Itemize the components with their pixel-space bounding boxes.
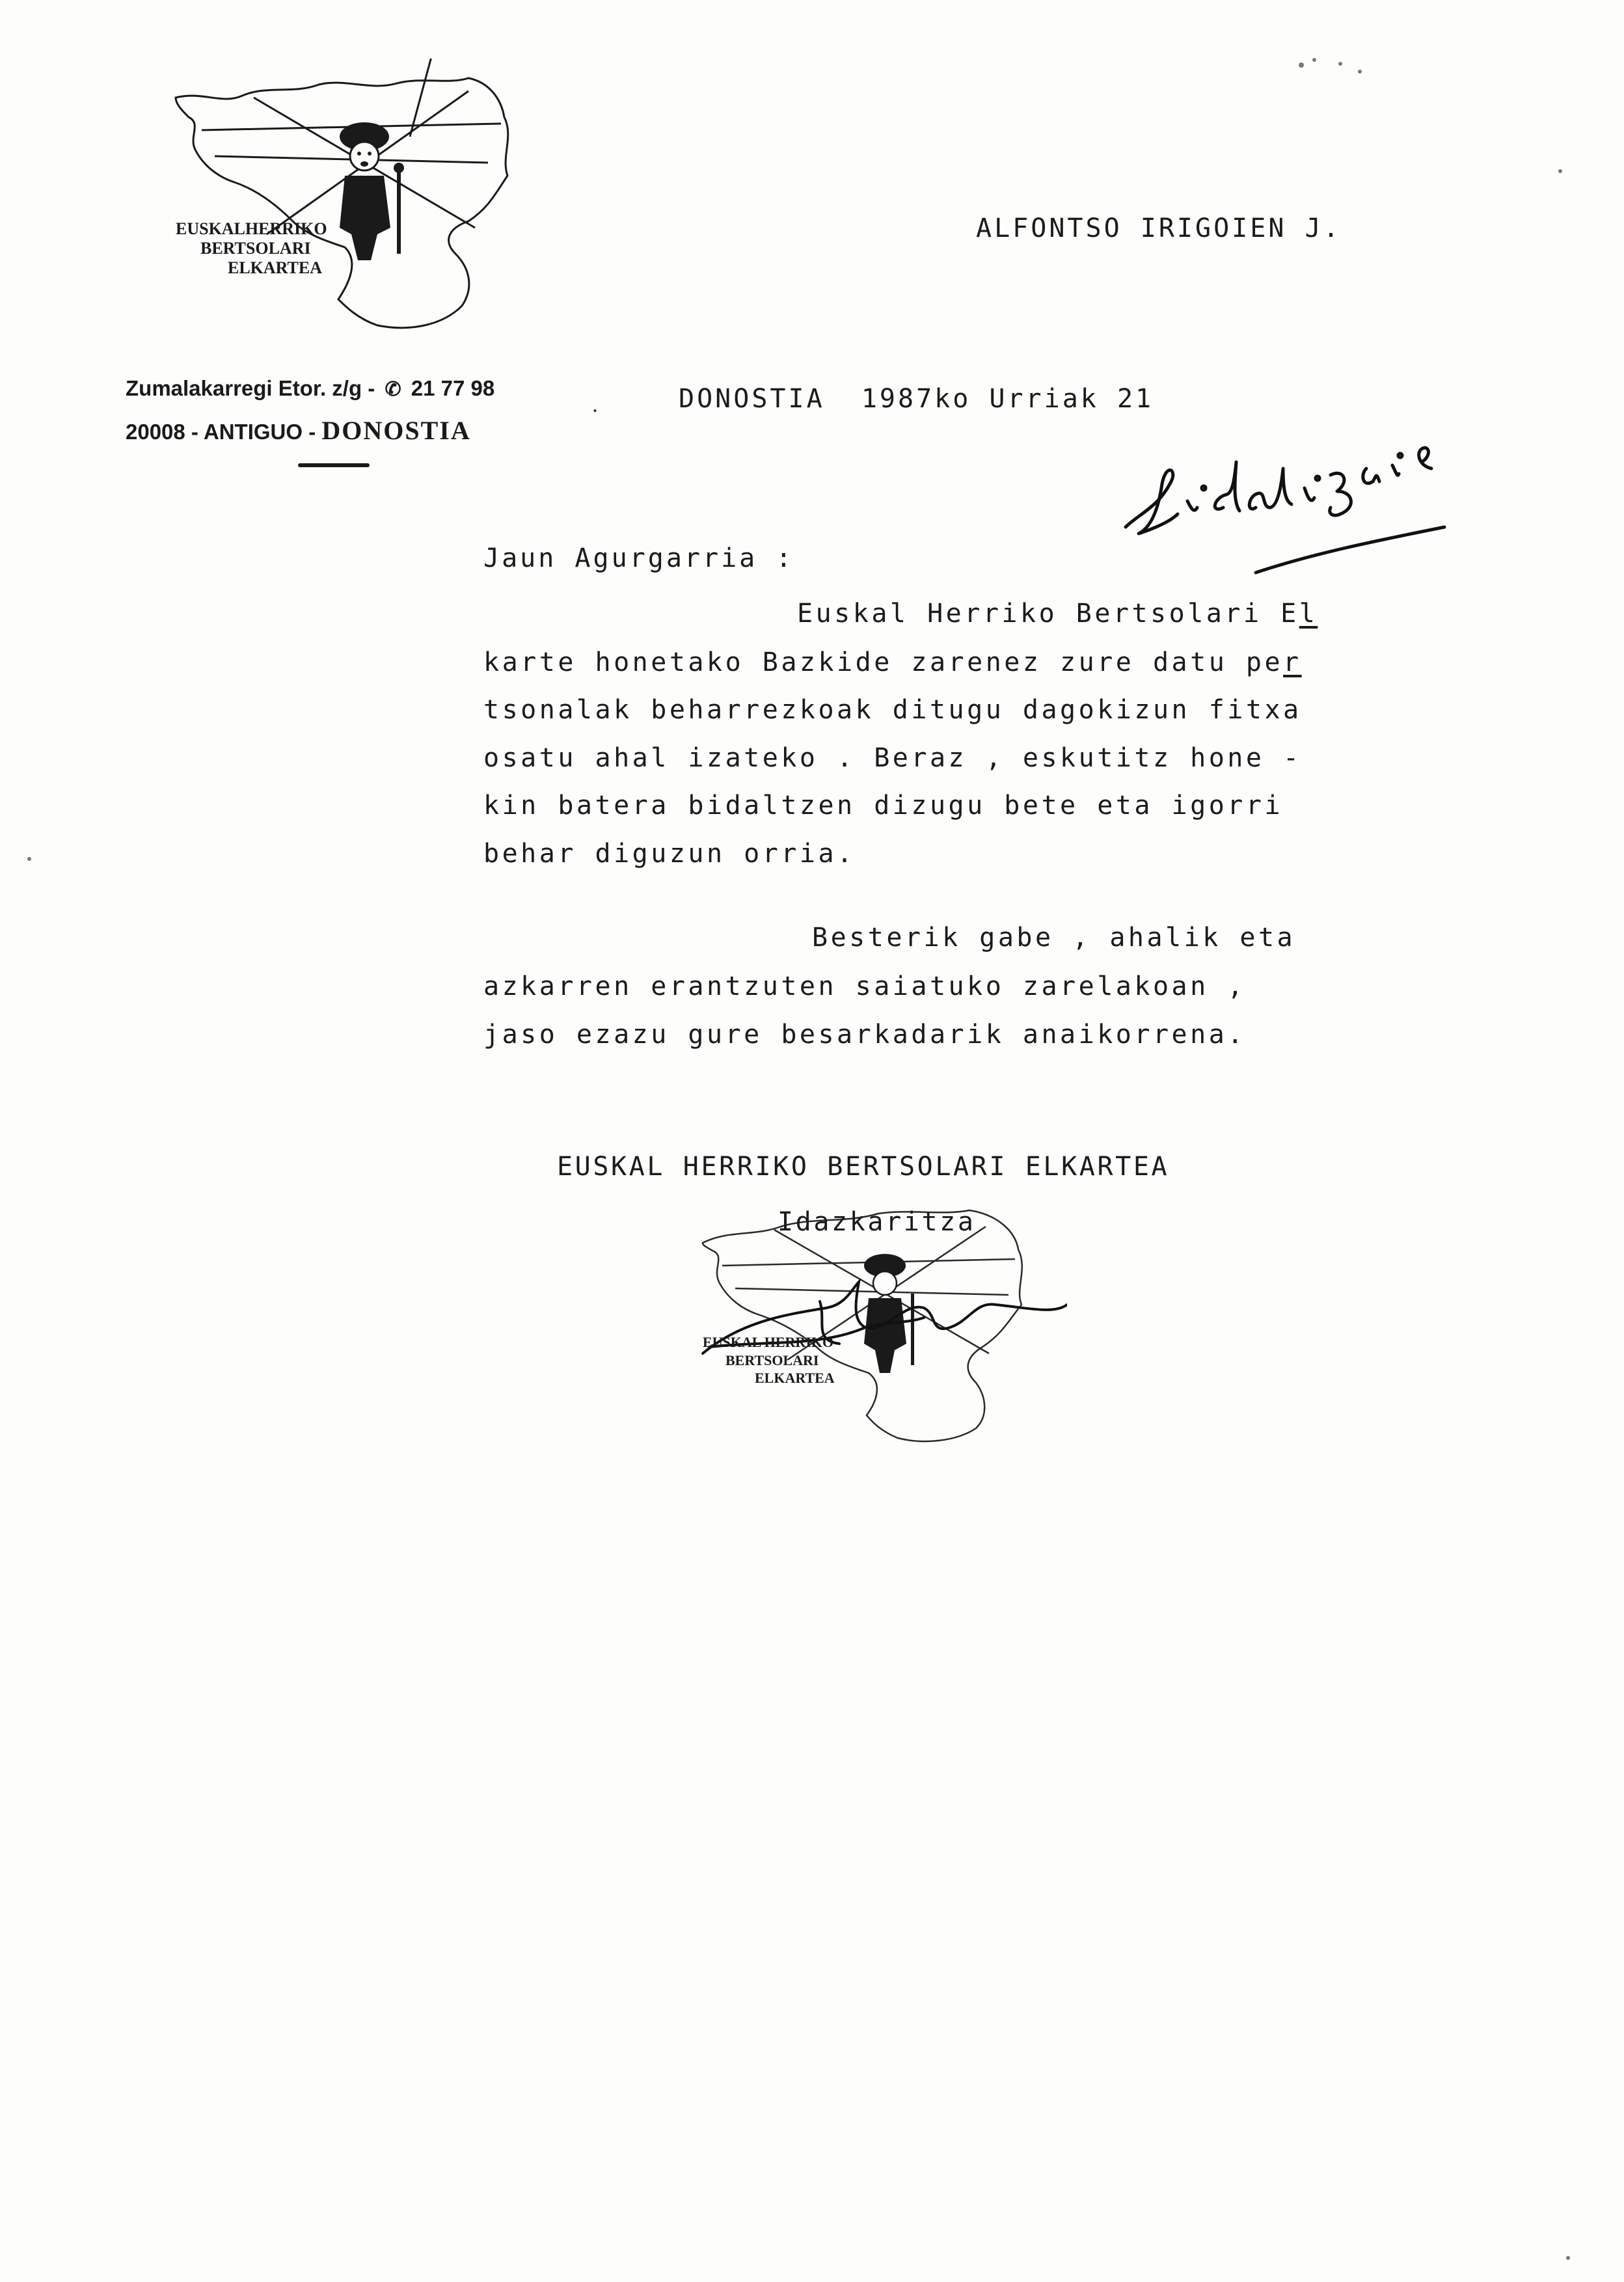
body-paragraph1-line4: osatu ahal izateko . Beraz , eskutitz hone - — [483, 743, 1302, 773]
letterhead-address-line2 — [126, 415, 471, 446]
body-paragraph1-line2: karte honetako Bazkide zarenez zure datu per — [483, 647, 1302, 677]
telephone-icon: ✆ — [385, 379, 401, 400]
stamp-text-line1: EUSKAL HERRIKO — [703, 1334, 834, 1350]
association-logo — [163, 59, 547, 358]
body-paragraph1-line3: tsonalak beharrezkoak ditugu dagokizun fitxa — [483, 695, 1302, 725]
body-paragraph1-line5: kin batera bidaltzen dizugu bete eta igorri — [483, 791, 1284, 821]
letterhead-phone: 21 77 98 — [411, 376, 495, 400]
letterhead-postal: 20008 - ANTIGUO - — [126, 420, 316, 444]
stray-mark: . — [592, 391, 598, 417]
stamp-text-line3: ELKARTEA — [755, 1370, 835, 1386]
handwritten-note — [1100, 416, 1464, 599]
recipient-name: ALFONTSO IRIGOIEN J. — [976, 213, 1342, 243]
body-paragraph2-line2: azkarren erantzuten saiatuko zarelakoan , — [483, 971, 1246, 1001]
body-paragraph2-line1: Besterik gabe , ahalik eta — [812, 923, 1296, 953]
letterhead-divider — [298, 463, 370, 467]
body-paragraph1-line6: behar diguzun orria. — [483, 839, 856, 869]
letterhead-address-line1: Zumalakarregi Etor. z/g - ✆ 21 77 98 — [126, 376, 495, 400]
logo-text-line3: ELKARTEA — [228, 258, 323, 277]
letterhead-street: Zumalakarregi Etor. z/g — [126, 376, 362, 400]
logo-text-line2: BERTSOLARI — [200, 239, 311, 258]
body-paragraph1-line1: Euskal Herriko Bertsolari El — [797, 599, 1318, 629]
closing-organization: EUSKAL HERRIKO BERTSOLARI ELKARTEA — [557, 1152, 1170, 1182]
logo-text-line1: EUSKALHERRIKO — [176, 219, 327, 238]
closing-role: Idazkaritza — [778, 1207, 976, 1237]
letterhead-city: DONOSTIA — [321, 416, 471, 445]
stamp-text-line2: BERTSOLARI — [725, 1352, 819, 1368]
salutation: Jaun Agurgarria : — [483, 543, 794, 573]
dateline: DONOSTIA 1987ko Urriak 21 — [679, 384, 1154, 414]
body-paragraph2-line3: jaso ezazu gure besarkadarik anaikorrena. — [483, 1020, 1246, 1050]
